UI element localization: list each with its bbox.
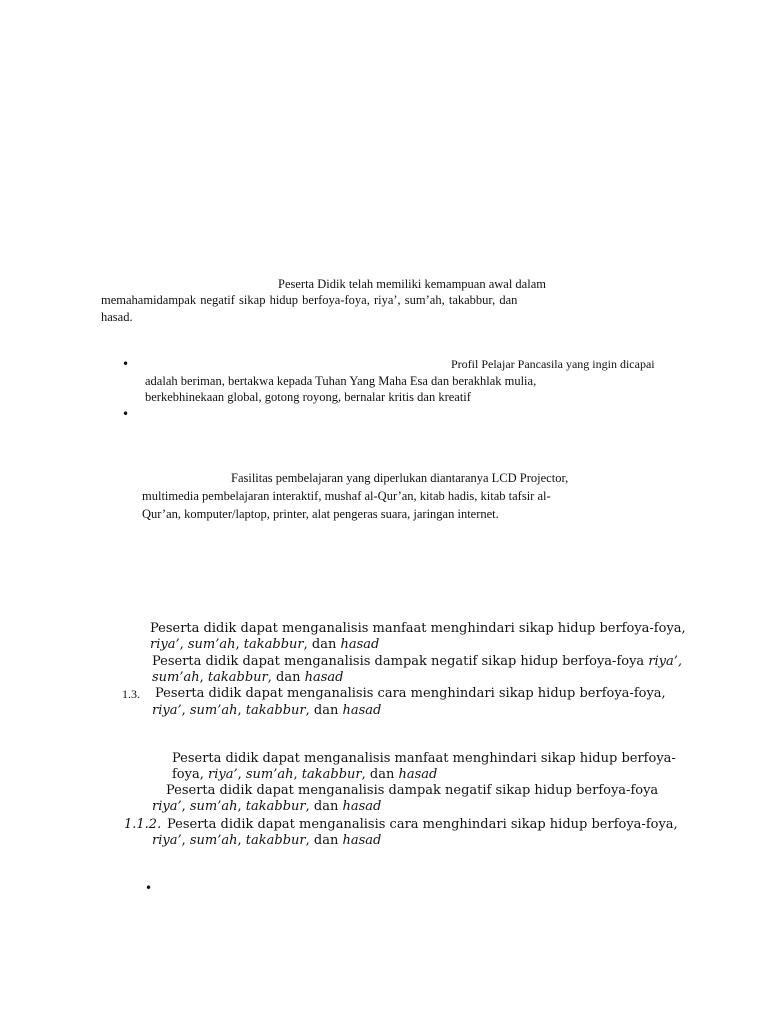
pancasila-profile-line-1: Profil Pelajar Pancasila yang ingin dicapai: [451, 357, 655, 371]
facilities-line-3: Qur’an, komputer/laptop, printer, alat pengeras suara, jaringan internet.: [142, 507, 499, 521]
goal-1-3-terms: riya’, sum’ah, takabbur, dan hasad: [152, 703, 382, 718]
goal-2-1-text: Peserta didik dapat menganalisis manfaat menghindari sikap hidup berfoya-: [172, 751, 676, 766]
goal-1-1-terms: riya’, sum’ah, takabbur, dan hasad: [150, 637, 380, 652]
pancasila-profile-line-2: adalah beriman, bertakwa kepada Tuhan Yang Maha Esa dan berakhlak mulia,: [145, 374, 537, 388]
bullet-marker: •: [122, 407, 130, 421]
goal-2-3-text: Peserta didik dapat menganalisis cara menghindari sikap hidup berfoya-foya,: [167, 817, 678, 832]
facilities-line-2: multimedia pembelajaran interaktif, mushaf al-Qur’an, kitab hadis, kitab tafsir al-: [142, 489, 551, 503]
goal-1-2-terms: sum’ah, takabbur, dan hasad: [152, 670, 344, 685]
bullet-marker: •: [122, 357, 130, 371]
prior-knowledge-line-3: hasad.: [101, 310, 133, 324]
goal-number: 1.3.: [122, 687, 140, 701]
bullet-marker: •: [145, 881, 153, 895]
goal-1-1-text: Peserta didik dapat menganalisis manfaat menghindari sikap hidup berfoya-foya,: [150, 621, 686, 636]
goal-2-2-text: Peserta didik dapat menganalisis dampak negatif sikap hidup berfoya-foya: [166, 783, 659, 798]
goal-1-3-text: Peserta didik dapat menganalisis cara menghindari sikap hidup berfoya-foya,: [155, 686, 666, 701]
prior-knowledge-line-1: Peserta Didik telah memiliki kemampuan awal dalam: [278, 277, 546, 291]
goal-1-2-text: Peserta didik dapat menganalisis dampak negatif sikap hidup berfoya-foya riya’,: [152, 654, 683, 669]
goal-number: 1.1.2.: [124, 817, 162, 832]
goal-2-2-terms: riya’, sum’ah, takabbur, dan hasad: [152, 799, 382, 814]
goal-2-1-terms: foya, riya’, sum’ah, takabbur, dan hasad: [172, 767, 438, 782]
prior-knowledge-line-2: memahamidampak negatif sikap hidup berfoya-foya, riya’, sum’ah, takabbur, dan: [101, 293, 518, 307]
goal-2-3-terms: riya’, sum’ah, takabbur, dan hasad: [152, 833, 382, 848]
facilities-line-1: Fasilitas pembelajaran yang diperlukan diantaranya LCD Projector,: [231, 471, 569, 485]
pancasila-profile-line-3: berkebhinekaan global, gotong royong, bernalar kritis dan kreatif: [145, 390, 471, 404]
